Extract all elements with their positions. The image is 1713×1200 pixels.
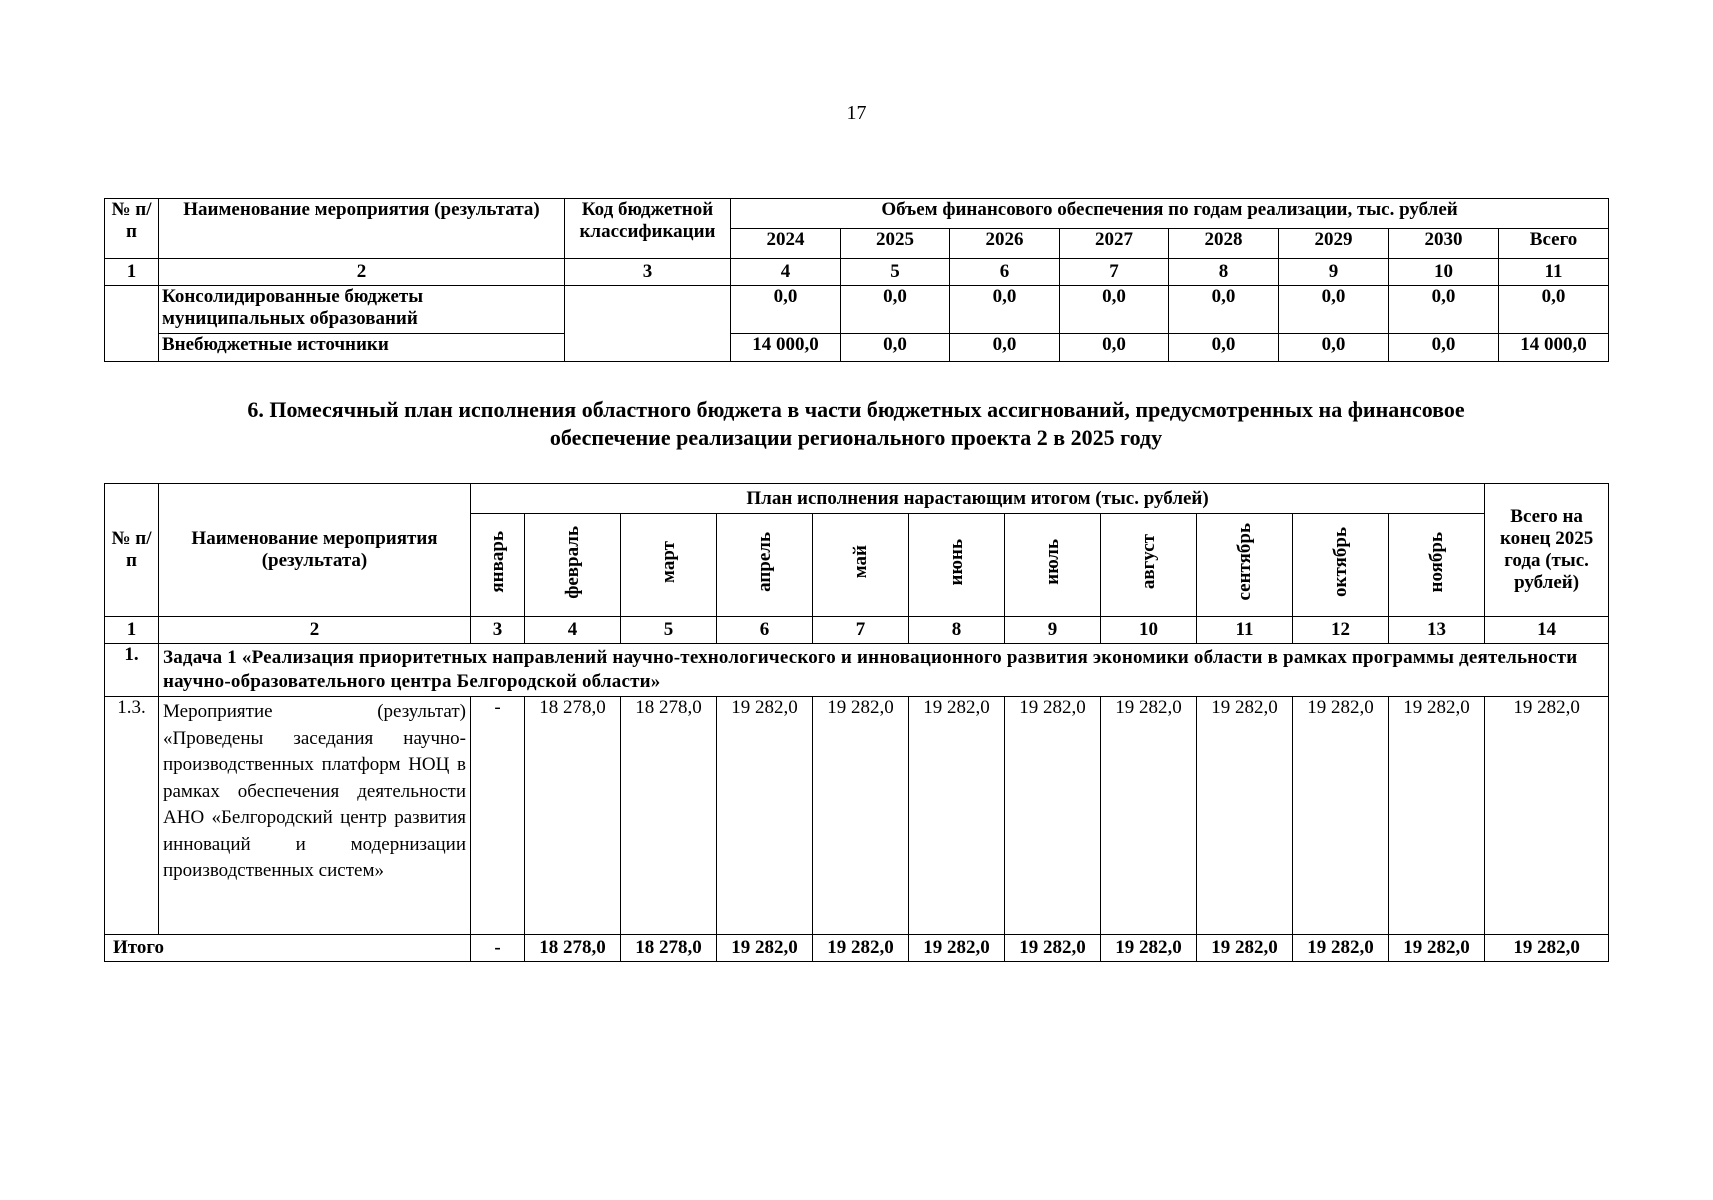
index-cell: 1: [105, 259, 159, 286]
index-cell: 8: [1169, 259, 1279, 286]
month-header: январь: [471, 514, 525, 617]
event-name: Мероприятие (результат) «Проведены заседания научно-производственных платформ НОЦ в рамках обеспечения деятельности АНО «Белгородский центр развития инноваций и модернизации производственных систем»: [159, 697, 471, 935]
index-cell: 4: [731, 259, 841, 286]
index-cell: 13: [1389, 617, 1485, 644]
value-cell: 0,0: [1060, 334, 1169, 362]
value-cell: 19 282,0: [813, 935, 909, 962]
value-cell: 0,0: [1279, 286, 1389, 334]
month-header: май: [813, 514, 909, 617]
value-cell: 0,0: [1169, 334, 1279, 362]
funding-table: [104, 198, 1609, 362]
index-cell: 10: [1101, 617, 1197, 644]
task-num: 1.: [105, 644, 159, 697]
page-number: 17: [846, 102, 867, 124]
month-header: июль: [1005, 514, 1101, 617]
col-volume-header: Объем финансового обеспечения по годам реализации, тыс. рублей: [731, 199, 1609, 229]
index-row: [105, 259, 1609, 286]
index-cell: 8: [909, 617, 1005, 644]
index-cell: 5: [841, 259, 950, 286]
value-cell: 19 282,0: [717, 935, 813, 962]
month-header: март: [621, 514, 717, 617]
year-header: 2027: [1060, 229, 1169, 259]
index-cell: 1: [105, 617, 159, 644]
empty-cell: [105, 286, 159, 362]
value-cell: 19 282,0: [717, 697, 813, 935]
value-cell: 19 282,0: [1197, 697, 1293, 935]
index-row: [105, 617, 1609, 644]
event-row: [105, 697, 1609, 935]
col-num-header: № п/п: [105, 199, 159, 259]
value-cell: 0,0: [1499, 286, 1609, 334]
value-cell: 0,0: [731, 286, 841, 334]
index-cell: 11: [1499, 259, 1609, 286]
col-plan-header: План исполнения нарастающим итогом (тыс. рублей): [471, 484, 1485, 514]
total-row: [105, 935, 1609, 962]
month-header: август: [1101, 514, 1197, 617]
value-cell: 19 282,0: [1197, 935, 1293, 962]
index-cell: 12: [1293, 617, 1389, 644]
index-cell: 5: [621, 617, 717, 644]
row-name: Внебюджетные источники: [159, 334, 565, 362]
value-cell: 0,0: [841, 334, 950, 362]
value-cell: 19 282,0: [1293, 697, 1389, 935]
value-cell: 19 282,0: [909, 935, 1005, 962]
index-cell: 3: [471, 617, 525, 644]
event-total: 19 282,0: [1485, 697, 1609, 935]
col-num-header: № п/п: [105, 484, 159, 617]
task-text: Задача 1 «Реализация приоритетных направлений научно-технологического и инновационного развития экономики области в рамках программы деятельности научно-образовательного центра Белгородской области»: [159, 644, 1609, 697]
value-cell: 0,0: [1389, 286, 1499, 334]
index-cell: 9: [1005, 617, 1101, 644]
year-header: 2029: [1279, 229, 1389, 259]
value-cell: 0,0: [1060, 286, 1169, 334]
index-cell: 3: [565, 259, 731, 286]
value-cell: 19 282,0: [909, 697, 1005, 935]
value-cell: -: [471, 935, 525, 962]
year-header: 2025: [841, 229, 950, 259]
value-cell: 0,0: [950, 334, 1060, 362]
value-cell: 0,0: [950, 286, 1060, 334]
value-cell: 14 000,0: [731, 334, 841, 362]
year-header: 2024: [731, 229, 841, 259]
value-cell: 18 278,0: [621, 935, 717, 962]
event-num: 1.3.: [105, 697, 159, 935]
empty-cell: [565, 286, 731, 362]
index-cell: 7: [1060, 259, 1169, 286]
index-cell: 7: [813, 617, 909, 644]
section-title: [104, 396, 1608, 452]
value-cell: -: [471, 697, 525, 935]
col-name-header: Наименование мероприятия (результата): [159, 199, 565, 259]
index-cell: 10: [1389, 259, 1499, 286]
value-cell: 14 000,0: [1499, 334, 1609, 362]
total-label: Итого: [105, 935, 471, 962]
month-header: июнь: [909, 514, 1005, 617]
index-cell: 11: [1197, 617, 1293, 644]
section-title-line: обеспечение реализации регионального проекта 2 в 2025 году: [549, 425, 1163, 450]
grand-total: 19 282,0: [1485, 935, 1609, 962]
index-cell: 4: [525, 617, 621, 644]
monthly-plan-table: [104, 483, 1609, 962]
index-cell: 14: [1485, 617, 1609, 644]
value-cell: 19 282,0: [1005, 697, 1101, 935]
value-cell: 0,0: [1169, 286, 1279, 334]
year-header: 2026: [950, 229, 1060, 259]
year-header: 2030: [1389, 229, 1499, 259]
section-title-line: 6. Помесячный план исполнения областного бюджета в части бюджетных ассигнований, предусмотренных на финансовое: [247, 397, 1465, 422]
index-cell: 2: [159, 617, 471, 644]
value-cell: 0,0: [841, 286, 950, 334]
month-header: апрель: [717, 514, 813, 617]
value-cell: 0,0: [1389, 334, 1499, 362]
value-cell: 19 282,0: [1389, 697, 1485, 935]
month-header: февраль: [525, 514, 621, 617]
total-header: Всего: [1499, 229, 1609, 259]
task-row: [105, 644, 1609, 697]
value-cell: 19 282,0: [1101, 935, 1197, 962]
table-row: [105, 286, 1609, 334]
value-cell: 19 282,0: [1389, 935, 1485, 962]
col-code-header: Код бюджетной классификации: [565, 199, 731, 259]
index-cell: 2: [159, 259, 565, 286]
row-name: Консолидированные бюджеты муниципальных образований: [159, 286, 565, 334]
year-header: 2028: [1169, 229, 1279, 259]
month-header: октябрь: [1293, 514, 1389, 617]
index-cell: 9: [1279, 259, 1389, 286]
value-cell: 18 278,0: [525, 935, 621, 962]
value-cell: 19 282,0: [1293, 935, 1389, 962]
index-cell: 6: [717, 617, 813, 644]
month-header: сентябрь: [1197, 514, 1293, 617]
value-cell: 0,0: [1279, 334, 1389, 362]
table-row: [105, 334, 1609, 362]
month-header: ноябрь: [1389, 514, 1485, 617]
col-name-header: Наименование мероприятия (результата): [159, 484, 471, 617]
value-cell: 18 278,0: [621, 697, 717, 935]
index-cell: 6: [950, 259, 1060, 286]
value-cell: 19 282,0: [1101, 697, 1197, 935]
value-cell: 18 278,0: [525, 697, 621, 935]
value-cell: 19 282,0: [1005, 935, 1101, 962]
value-cell: 19 282,0: [813, 697, 909, 935]
col-total-header: Всего на конец 2025 года (тыс. рублей): [1485, 484, 1609, 617]
